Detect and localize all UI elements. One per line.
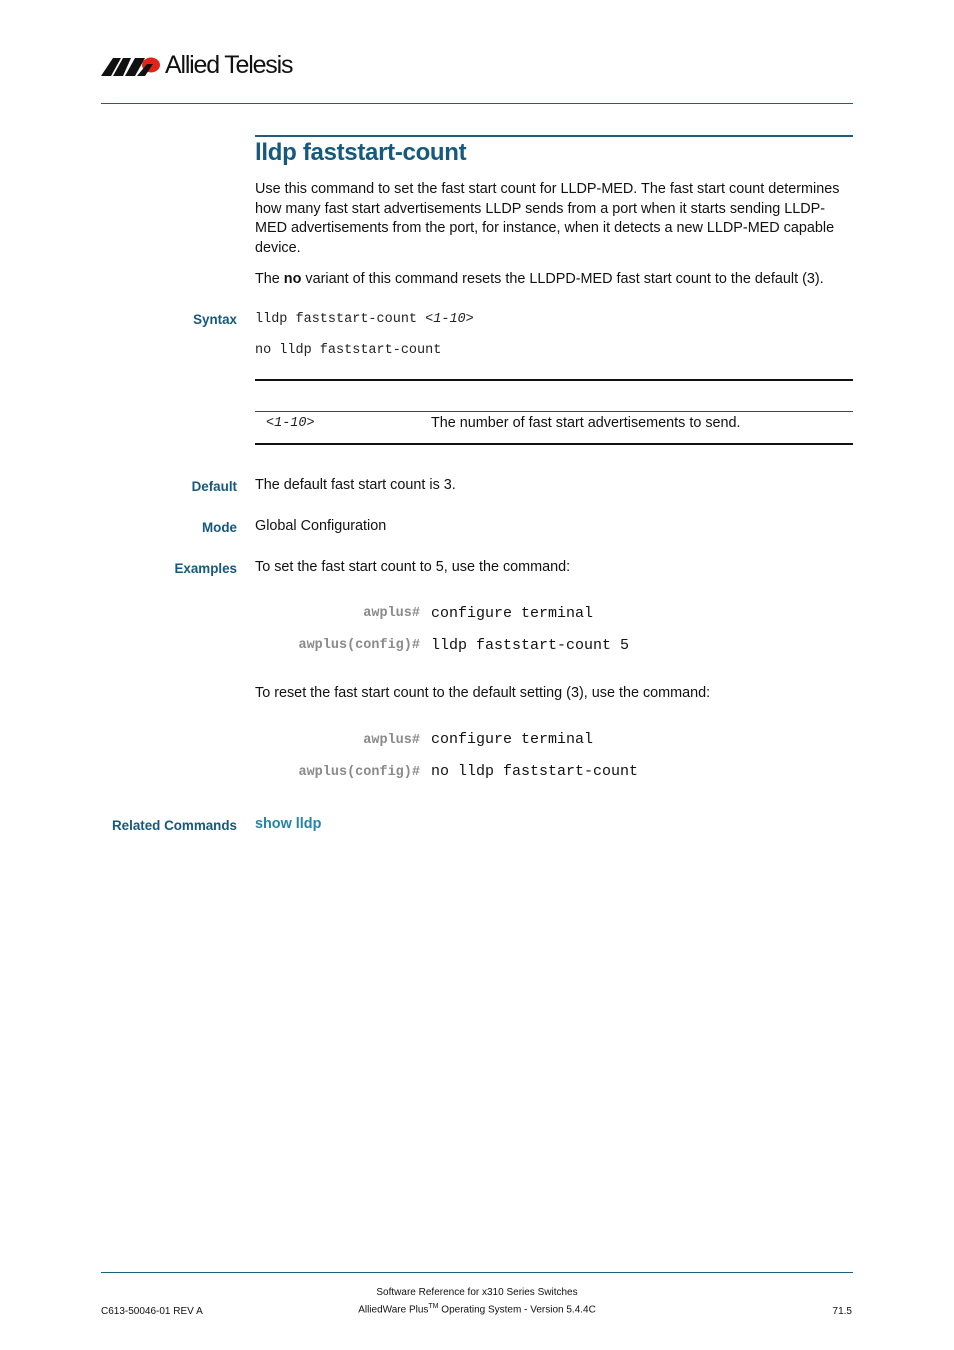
example2-prompt-2: awplus(config)# — [298, 765, 420, 780]
footer-divider — [101, 1272, 853, 1273]
default-text: The default fast start count is 3. — [255, 477, 456, 493]
footer-os-version: AlliedWare Plus™ Operating System - Version 5.4.4C — [358, 1303, 596, 1316]
example2-command-2: no lldp faststart-count — [431, 763, 639, 780]
mode-label: Mode — [202, 520, 237, 535]
example2-command-1: configure terminal — [431, 731, 594, 748]
example1-command-1: configure terminal — [431, 605, 594, 622]
table-top-rule — [255, 379, 853, 381]
footer-doc-id: C613-50046-01 REV A — [101, 1306, 203, 1317]
syntax-label: Syntax — [193, 312, 237, 327]
param-name: <1-10> — [266, 416, 315, 431]
footer-doc-title: Software Reference for x310 Series Switches — [376, 1287, 578, 1298]
related-commands-label: Related Commands — [111, 818, 237, 833]
mode-text: Global Configuration — [255, 518, 387, 534]
allied-telesis-logo — [101, 50, 292, 80]
default-label: Default — [191, 479, 237, 494]
param-description: The number of fast start advertisements to send. — [431, 415, 741, 431]
syntax-line-2: no lldp faststart-count — [255, 343, 442, 358]
example2-intro: To reset the fast start count to the default setting (3), use the command: — [255, 685, 711, 701]
examples-label: Examples — [174, 561, 237, 576]
syntax-line-1: lldp faststart-count <1-10> — [255, 312, 474, 327]
title-rule — [255, 135, 853, 137]
intro-paragraph: Use this command to set the fast start count for LLDP-MED. The fast start count determines how many fast start advertisements LLDP sends from a port when it starts sending LLDP-MED advertisements from the port, for instance, when it detects a new LLDP-MED capable device. — [255, 181, 840, 256]
table-header-rule — [255, 411, 853, 412]
table-bottom-rule — [255, 443, 853, 445]
footer-page-number: 71.5 — [832, 1306, 852, 1317]
brand-name: Allied Telesis — [165, 51, 293, 79]
no-keyword: no — [283, 271, 302, 287]
no-variant-paragraph: The no variant of this command resets the LLDPD-MED fast start count to the default (3). — [255, 271, 824, 287]
example1-intro: To set the fast start count to 5, use the command: — [255, 559, 571, 575]
example1-command-2: lldp faststart-count 5 — [431, 637, 630, 654]
syntax-param: <1-10> — [425, 312, 474, 327]
show-lldp-link[interactable]: show lldp — [255, 816, 322, 832]
header-divider — [101, 103, 853, 104]
page-title: lldp faststart-count — [255, 139, 467, 166]
example1-prompt-2: awplus(config)# — [298, 638, 420, 653]
example2-prompt-1: awplus# — [363, 733, 420, 748]
example1-prompt-1: awplus# — [363, 606, 420, 621]
logo-mark-icon — [101, 54, 163, 76]
